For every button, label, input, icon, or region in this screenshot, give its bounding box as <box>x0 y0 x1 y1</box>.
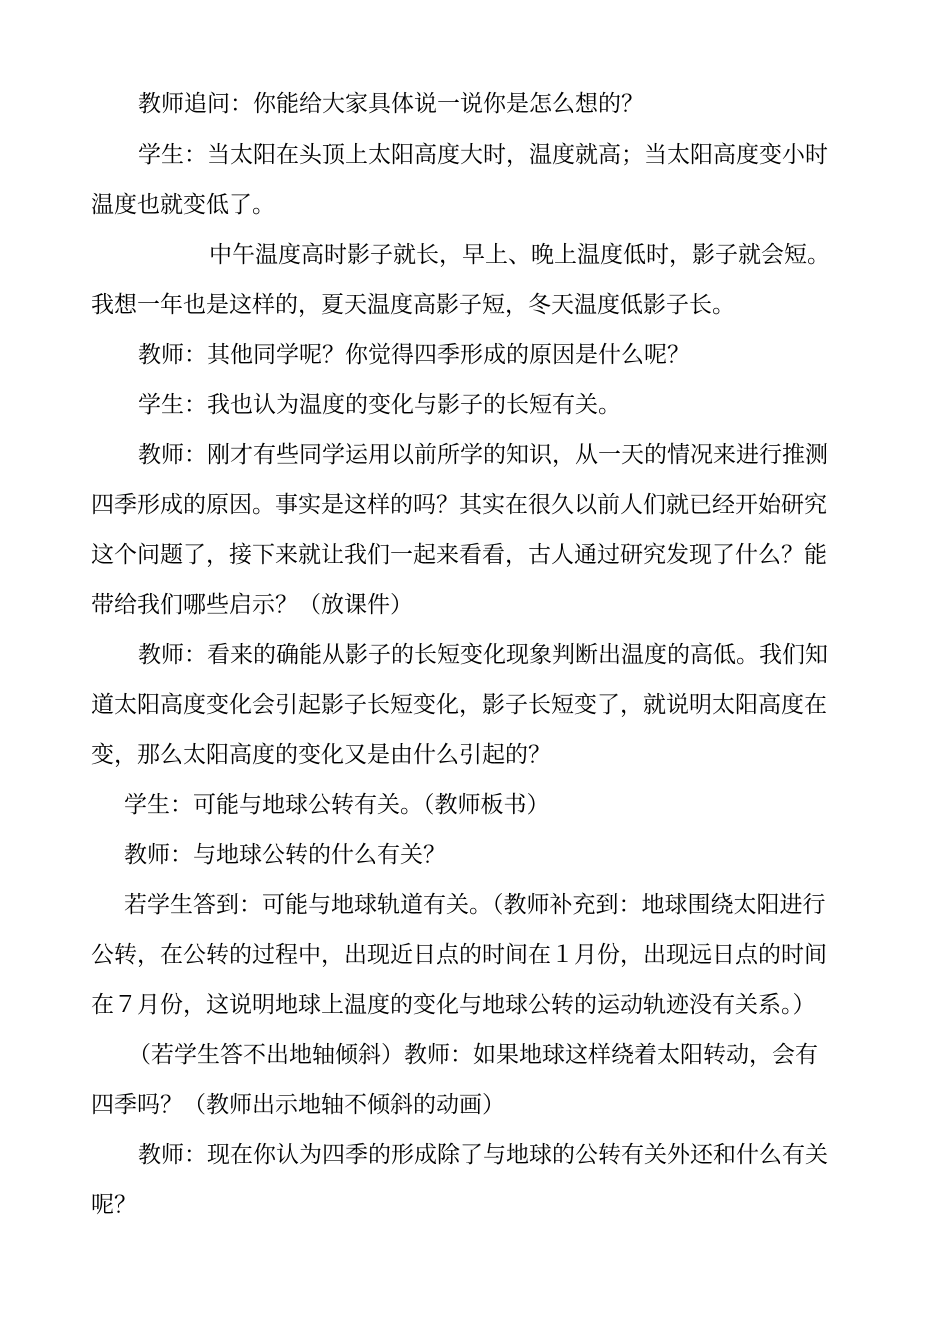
text-line-7: 学生：我也认为温度的变化与影子的长短有关。 <box>138 392 621 418</box>
text-line-13: 道太阳高度变化会引起影子长短变化，影子长短变了，就说明太阳高度在 <box>91 692 827 718</box>
text-line-15: 学生：可能与地球公转有关。（教师板书） <box>124 792 550 818</box>
text-line-6: 教师：其他同学呢？你觉得四季形成的原因是什么呢？ <box>138 342 690 368</box>
text-line-2: 学生：当太阳在头顶上太阳高度大时，温度就高；当太阳高度变小时 <box>138 142 828 168</box>
text-line-1: 教师追问：你能给大家具体说一说你是怎么想的？ <box>138 91 644 117</box>
text-line-5: 我想一年也是这样的，夏天温度高影子短，冬天温度低影子长。 <box>91 292 735 318</box>
text-line-10: 这个问题了，接下来就让我们一起来看看，古人通过研究发现了什么？能 <box>91 542 827 568</box>
text-line-16: 教师：与地球公转的什么有关？ <box>124 842 446 868</box>
text-line-14: 变，那么太阳高度的变化又是由什么引起的？ <box>91 742 551 768</box>
text-line-12: 教师：看来的确能从影子的长短变化现象判断出温度的高低。我们知 <box>138 642 828 668</box>
text-line-17: 若学生答到：可能与地球轨道有关。（教师补充到：地球围绕太阳进行 <box>124 892 826 918</box>
text-line-20: （若学生答不出地轴倾斜）教师：如果地球这样绕着太阳转动，会有 <box>128 1042 818 1068</box>
text-line-11: 带给我们哪些启示？（放课件） <box>91 592 413 618</box>
text-line-19: 在７月份，这说明地球上温度的变化与地球公转的运动轨迹没有关系。） <box>91 992 816 1018</box>
text-line-9: 四季形成的原因。事实是这样的吗？其实在很久以前人们就已经开始研究 <box>91 492 827 518</box>
text-line-21: 四季吗？（教师出示地轴不倾斜的动画） <box>91 1092 505 1118</box>
text-line-18: 公转，在公转的过程中，出现近日点的时间在１月份，出现远日点的时间 <box>91 942 827 968</box>
text-line-8: 教师：刚才有些同学运用以前所学的知识，从一天的情况来进行推测 <box>138 442 828 468</box>
text-line-4: 中午温度高时影子就长，早上、晚上温度低时，影子就会短。 <box>209 242 830 268</box>
text-line-23: 呢？ <box>91 1192 137 1218</box>
text-line-3: 温度也就变低了。 <box>91 192 275 218</box>
text-line-22: 教师：现在你认为四季的形成除了与地球的公转有关外还和什么有关 <box>138 1142 828 1168</box>
